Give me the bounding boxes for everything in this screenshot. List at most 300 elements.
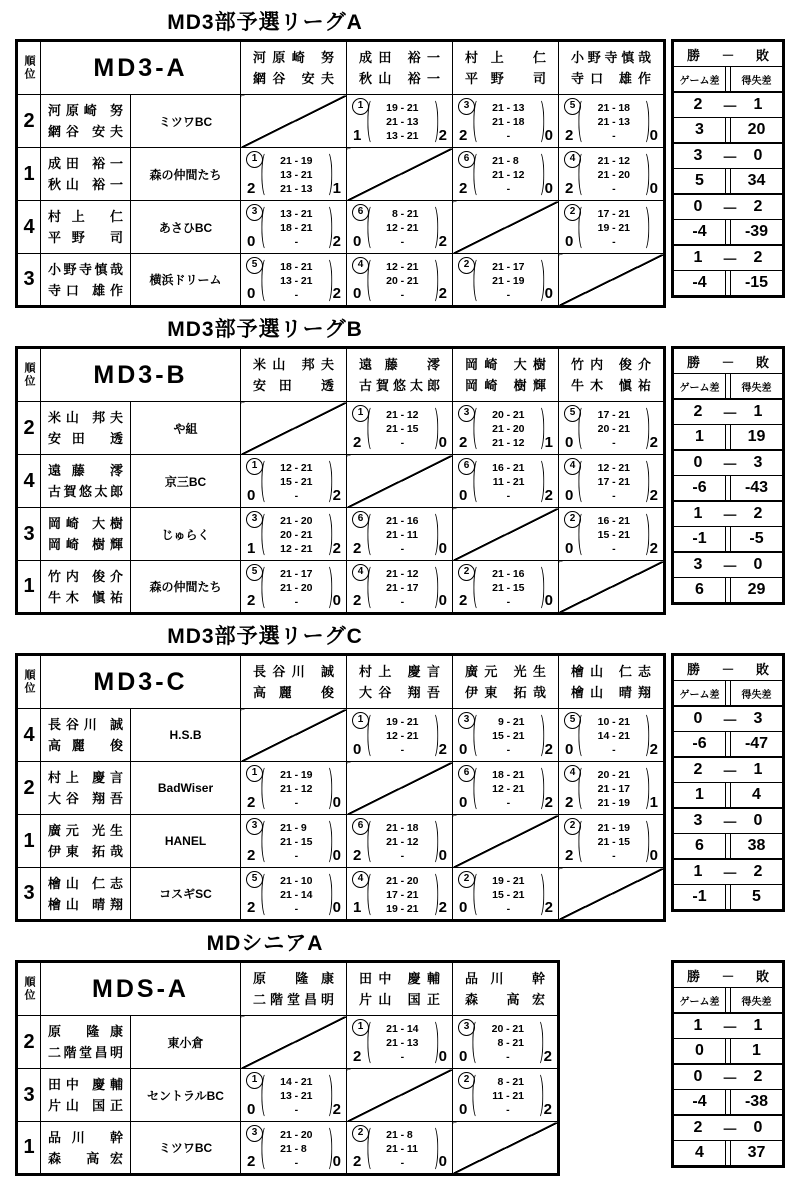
- score-left: 21: [386, 1022, 398, 1035]
- diff-row: [674, 1089, 782, 1114]
- score-dash: -: [612, 207, 616, 220]
- score-left: 8: [497, 1075, 504, 1088]
- score-left: 16: [597, 514, 610, 527]
- score-bracket: [578, 458, 649, 505]
- score-dash: -: [400, 528, 405, 541]
- score-right: 21: [406, 888, 419, 901]
- game-score-line: [271, 581, 322, 595]
- score-right: 20: [618, 168, 631, 181]
- team-row: [17, 201, 665, 254]
- score-dash: -: [294, 1089, 299, 1102]
- score-right: 21: [618, 528, 631, 541]
- score-dash: -: [506, 489, 511, 502]
- score-cell: [347, 1016, 453, 1069]
- team-row: [17, 1122, 559, 1175]
- game-score-line: [483, 595, 534, 609]
- wins-value: 3: [693, 556, 703, 573]
- score-right: 21: [512, 874, 525, 887]
- player-name: 秋山 裕一: [48, 177, 123, 192]
- score-left: 21: [492, 115, 504, 128]
- score-bracket: [261, 458, 332, 505]
- score-dash: -: [400, 1050, 405, 1063]
- game-score-line: [588, 729, 639, 743]
- score-dash: -: [506, 288, 511, 301]
- score-bracket: [261, 818, 332, 865]
- score-left: 21: [492, 168, 504, 181]
- player-name: 米山 邦夫: [48, 410, 123, 425]
- games-won-right: 2: [438, 233, 447, 250]
- score-left: 21: [280, 514, 292, 527]
- diagonal-cell: [347, 1069, 453, 1122]
- score-dash: -: [294, 874, 299, 887]
- score-dash: -: [400, 115, 405, 128]
- team-row: [17, 762, 665, 815]
- score-dash: -: [400, 207, 405, 220]
- player-name: 原 隆康: [253, 971, 334, 986]
- score-right: 9: [300, 821, 307, 834]
- score-dash: -: [506, 408, 511, 421]
- gamediff-label: ゲーム差: [679, 75, 720, 87]
- score-right: 21: [618, 408, 631, 421]
- score-bracket: [578, 818, 649, 865]
- diagonal-cell: [559, 561, 665, 614]
- player-name: 小野寺慎哉: [48, 261, 123, 277]
- match-number-badge: 6: [458, 458, 475, 475]
- rank-cell: 3: [17, 868, 41, 921]
- score-right: 13: [512, 101, 525, 114]
- score-dash: -: [400, 101, 405, 114]
- score-right: 8: [300, 1142, 307, 1155]
- rank-header: [17, 348, 41, 402]
- match-number-badge: 6: [458, 765, 475, 782]
- games-won-left: 2: [353, 847, 362, 864]
- losses-value: 0: [753, 147, 763, 164]
- score-dash: -: [400, 595, 405, 608]
- open-paren: [473, 712, 483, 759]
- games-won-left: 2: [459, 434, 468, 451]
- games-won-right: 0: [438, 592, 447, 609]
- game-score-line: [271, 514, 322, 528]
- score-dash: -: [400, 567, 405, 580]
- score-cell: [559, 95, 665, 148]
- match-number-badge: 5: [564, 712, 581, 729]
- games-won-right: 0: [544, 127, 553, 144]
- gamediff-cell: 6: [695, 837, 704, 854]
- opponent-header: [453, 41, 559, 95]
- winloss-row: [674, 1114, 782, 1140]
- player-name: 大谷 翔吾: [48, 791, 123, 806]
- score-right: 21: [406, 274, 419, 287]
- dash-label: －: [722, 200, 739, 218]
- match-number-badge: 1: [246, 1072, 263, 1089]
- player-name: 遠藤 澪: [48, 463, 123, 478]
- score-dash: -: [294, 260, 299, 273]
- losses-value: 0: [753, 1119, 763, 1136]
- score-dash: -: [612, 821, 616, 834]
- games-won-left: 2: [353, 540, 362, 557]
- game-score-line: [588, 821, 639, 835]
- game-score-line: [483, 129, 534, 143]
- player-name: 平野 司: [48, 230, 123, 245]
- game-score-line: [377, 1128, 428, 1142]
- game-score-line: [271, 874, 322, 888]
- match-number-badge: 6: [458, 151, 475, 168]
- score-dash: -: [612, 422, 616, 435]
- win-label: 勝: [687, 354, 701, 370]
- match-number-badge: 3: [458, 1019, 475, 1036]
- score-cell: [347, 815, 453, 868]
- games-won-right: 0: [332, 1153, 341, 1170]
- rank-cell: 4: [17, 455, 41, 508]
- close-paren: [428, 564, 438, 611]
- score-left: 13: [280, 274, 292, 287]
- score-dash: -: [506, 422, 511, 435]
- losses-value: 1: [753, 403, 763, 420]
- score-left: 15: [597, 528, 610, 541]
- stats-panel: [671, 346, 785, 605]
- games-won-right: 2: [332, 487, 341, 504]
- score-bracket: [261, 765, 332, 812]
- games-won-right: 2: [332, 1101, 341, 1118]
- game-score-line: [483, 408, 534, 422]
- game-score-line: [588, 514, 639, 528]
- score-left: 9: [497, 715, 504, 728]
- match-number-badge: 3: [458, 712, 475, 729]
- diagonal-cell: [559, 868, 665, 921]
- score-dash: -: [506, 1022, 510, 1035]
- open-paren: [261, 1125, 271, 1172]
- opponent-header: [559, 655, 665, 709]
- team-row: [17, 561, 665, 614]
- opponent-header: [559, 41, 665, 95]
- game-score-line: [377, 274, 428, 288]
- close-paren: [534, 765, 544, 812]
- winloss-row: [674, 858, 782, 884]
- open-paren: [367, 818, 377, 865]
- team-row: [17, 95, 665, 148]
- gamediff-cell: -4: [692, 274, 707, 291]
- score-left: 19: [386, 101, 398, 114]
- score-dash: -: [294, 461, 299, 474]
- game-score-line: [483, 782, 534, 796]
- player-name: 古賀悠太郎: [359, 378, 440, 393]
- match-number-badge: 1: [352, 1019, 369, 1036]
- club-name: や組: [131, 402, 241, 455]
- score-left: 21: [492, 260, 504, 273]
- open-paren: [261, 765, 271, 812]
- score-right: 14: [406, 1022, 419, 1035]
- close-paren: [533, 1072, 543, 1119]
- gamediff-cell: 3: [695, 121, 704, 138]
- diagonal-cell: [241, 709, 347, 762]
- losses-value: 1: [753, 1017, 763, 1034]
- score-cell: [453, 762, 559, 815]
- league-table: [15, 39, 666, 308]
- score-right: 10: [300, 874, 313, 887]
- stats-panel: [671, 960, 785, 1168]
- games-won-right: 2: [332, 233, 341, 250]
- gamediff-label: ゲーム差: [679, 689, 720, 701]
- league-section: [15, 6, 800, 308]
- game-score-line: [588, 528, 639, 542]
- pointdiff-cell: 19: [747, 428, 766, 445]
- score-left: 21: [280, 768, 292, 781]
- players-cell: [41, 148, 131, 201]
- score-left: 19: [597, 221, 610, 234]
- score-bracket: [367, 204, 438, 251]
- game-score-line: [588, 436, 639, 450]
- game-score-line: [483, 902, 534, 916]
- score-left: 21: [492, 274, 504, 287]
- games-won-left: 2: [459, 180, 468, 197]
- score-dash: -: [506, 888, 511, 901]
- game-score-line: [271, 168, 322, 182]
- pointdiff-cell: -39: [744, 223, 769, 240]
- game-score-line: [377, 715, 428, 729]
- close-paren: [322, 1072, 332, 1119]
- score-dash: -: [612, 528, 616, 541]
- game-score-line: [271, 1128, 322, 1142]
- close-paren: [428, 204, 438, 251]
- match-number-badge: 4: [564, 458, 581, 475]
- score-dash: -: [400, 514, 405, 527]
- game-score-line: [483, 729, 534, 743]
- score-right: 21: [618, 475, 631, 488]
- open-paren: [473, 564, 483, 611]
- opponent-header: [453, 655, 559, 709]
- pointdiff-cell: 20: [747, 121, 766, 138]
- score-left: 18: [280, 221, 292, 234]
- games-won-right: 0: [544, 180, 553, 197]
- score-right: 21: [512, 461, 525, 474]
- gamediff-cell: 0: [695, 1042, 704, 1059]
- games-won-right: 2: [438, 741, 447, 758]
- score-right: 8: [512, 154, 519, 167]
- games-won-left: 2: [247, 1153, 256, 1170]
- score-bracket: [261, 1072, 332, 1119]
- score-right: 12: [406, 408, 419, 421]
- close-paren: [428, 98, 438, 145]
- score-left: 12: [492, 782, 504, 795]
- stats-winloss-header: [674, 42, 782, 66]
- close-paren: [534, 151, 544, 198]
- score-left: 21: [492, 436, 504, 449]
- games-won-right: 2: [544, 487, 553, 504]
- game-score-line: [271, 542, 322, 556]
- wins-value: 2: [693, 761, 703, 778]
- match-number-badge: 2: [352, 1125, 369, 1142]
- score-cell: [453, 254, 559, 307]
- diff-row: [674, 782, 782, 807]
- score-dash: -: [612, 835, 616, 848]
- score-left: 14: [597, 729, 610, 742]
- games-won-right: 0: [649, 180, 658, 197]
- score-dash: -: [294, 542, 299, 555]
- score-right: 16: [512, 567, 525, 580]
- game-score-line: [377, 288, 428, 302]
- league-row: [15, 653, 785, 922]
- games-won-right: 2: [543, 1101, 552, 1118]
- game-score-line: [377, 581, 428, 595]
- score-dash: -: [612, 715, 616, 728]
- score-dash: -: [612, 475, 616, 488]
- games-won-right: 2: [649, 434, 658, 451]
- diagonal-cell: [241, 402, 347, 455]
- games-won-right: 0: [438, 1048, 447, 1065]
- open-paren: [367, 1125, 377, 1172]
- rank-cell: 3: [17, 254, 41, 307]
- score-dash: -: [612, 514, 616, 527]
- score-left: 21: [280, 782, 292, 795]
- game-score-line: [483, 874, 534, 888]
- score-right: 18: [406, 821, 419, 834]
- games-won-left: 0: [247, 285, 256, 302]
- close-paren: [534, 405, 544, 452]
- score-cell: [241, 1069, 347, 1122]
- score-dash: -: [294, 288, 299, 301]
- pointdiff-cell: 37: [747, 1144, 766, 1161]
- score-bracket: [578, 405, 649, 452]
- score-cell: [241, 868, 347, 921]
- score-dash: -: [294, 581, 299, 594]
- score-left: 21: [280, 1128, 292, 1141]
- score-bracket: [367, 871, 438, 918]
- score-dash: -: [400, 743, 405, 756]
- game-score-line: [377, 1050, 428, 1064]
- score-right: 11: [406, 1142, 418, 1155]
- score-right: 21: [300, 528, 313, 541]
- team-row: [17, 402, 665, 455]
- win-label: 勝: [687, 968, 701, 984]
- dash-label: －: [722, 763, 739, 781]
- games-won-left: 2: [565, 847, 574, 864]
- score-left: 18: [492, 768, 504, 781]
- score-right: 21: [300, 260, 313, 273]
- game-score-line: [271, 1075, 322, 1089]
- game-score-line: [588, 101, 639, 115]
- score-bracket: [261, 564, 332, 611]
- score-right: 15: [406, 422, 419, 435]
- score-left: 8: [497, 1036, 504, 1049]
- score-left: 21: [597, 101, 610, 114]
- score-cell: [559, 402, 665, 455]
- score-dash: -: [400, 542, 405, 555]
- score-left: 20: [597, 422, 610, 435]
- score-right: 12: [512, 436, 525, 449]
- score-left: 12: [386, 221, 398, 234]
- game-score-line: [271, 902, 322, 916]
- score-dash: -: [400, 715, 405, 728]
- score-dash: -: [294, 528, 299, 541]
- game-score-line: [588, 835, 639, 849]
- score-dash: -: [506, 1075, 510, 1088]
- games-won-left: 2: [459, 127, 468, 144]
- score-left: 21: [280, 1142, 292, 1155]
- league-title: MD3部予選リーグA: [167, 11, 363, 34]
- player-name: 廣元 光生: [48, 823, 123, 838]
- match-number-badge: 4: [352, 871, 369, 888]
- player-name: 小野寺慎哉: [571, 50, 651, 65]
- player-name: 村上 仁: [48, 209, 123, 224]
- players-cell: [41, 709, 131, 762]
- score-left: 17: [597, 475, 610, 488]
- score-cell: [453, 561, 559, 614]
- score-dash: -: [612, 221, 616, 234]
- score-dash: -: [506, 461, 511, 474]
- score-bracket: [261, 1125, 332, 1172]
- score-right: 21: [512, 1036, 525, 1049]
- match-number-badge: 5: [246, 257, 263, 274]
- score-left: 21: [597, 154, 610, 167]
- game-score-line: [483, 743, 534, 757]
- close-paren: [534, 871, 544, 918]
- score-dash: -: [612, 542, 616, 555]
- games-won-left: 2: [565, 794, 574, 811]
- game-score-line: [377, 221, 428, 235]
- game-score-line: [588, 207, 639, 221]
- score-right: 15: [618, 835, 631, 848]
- score-right: 21: [618, 221, 631, 234]
- games-won-left: 0: [565, 434, 574, 451]
- win-label: 勝: [687, 661, 701, 677]
- score-right: 20: [300, 581, 313, 594]
- score-right: 15: [300, 835, 313, 848]
- player-name: 安田 透: [48, 431, 123, 446]
- score-dash: -: [294, 1156, 299, 1169]
- loss-label: 敗: [755, 661, 769, 677]
- player-name: 岡崎 大樹: [48, 516, 123, 531]
- games-won-right: 0: [438, 1153, 447, 1170]
- score-dash: -: [612, 768, 616, 781]
- score-cell: [559, 815, 665, 868]
- score-right: 11: [406, 528, 418, 541]
- game-score-line: [271, 235, 322, 249]
- games-won-right: 0: [438, 540, 447, 557]
- score-right: 21: [618, 461, 631, 474]
- players-cell: [41, 1016, 131, 1069]
- score-cell: [453, 709, 559, 762]
- opponent-header: [347, 348, 453, 402]
- player-name: 檜山 晴翔: [571, 685, 651, 700]
- winloss-row: [674, 244, 782, 270]
- score-dash: -: [612, 182, 616, 195]
- game-score-line: [377, 207, 428, 221]
- score-dash: -: [612, 461, 616, 474]
- opponent-header: [453, 348, 559, 402]
- diagonal-cell: [347, 762, 453, 815]
- score-dash: -: [506, 874, 511, 887]
- match-number-badge: 4: [564, 151, 581, 168]
- score-dash: -: [506, 260, 511, 273]
- open-paren: [578, 765, 588, 812]
- player-name: 岡崎 大樹: [465, 357, 546, 372]
- close-paren: [322, 564, 332, 611]
- game-score-line: [483, 260, 534, 274]
- score-right: 21: [406, 715, 419, 728]
- opponent-header: [347, 655, 453, 709]
- player-name: 村上 慶言: [48, 770, 123, 785]
- league-code: MDS-A: [41, 962, 241, 1016]
- winloss-row: [674, 398, 782, 424]
- opponent-header: [559, 348, 665, 402]
- score-cell: [347, 508, 453, 561]
- score-dash: -: [506, 715, 511, 728]
- score-dash: -: [400, 1022, 405, 1035]
- rank-cell: 3: [17, 508, 41, 561]
- score-right: 12: [406, 835, 419, 848]
- pointdiff-cell: -5: [749, 530, 764, 547]
- diff-row: [674, 168, 782, 193]
